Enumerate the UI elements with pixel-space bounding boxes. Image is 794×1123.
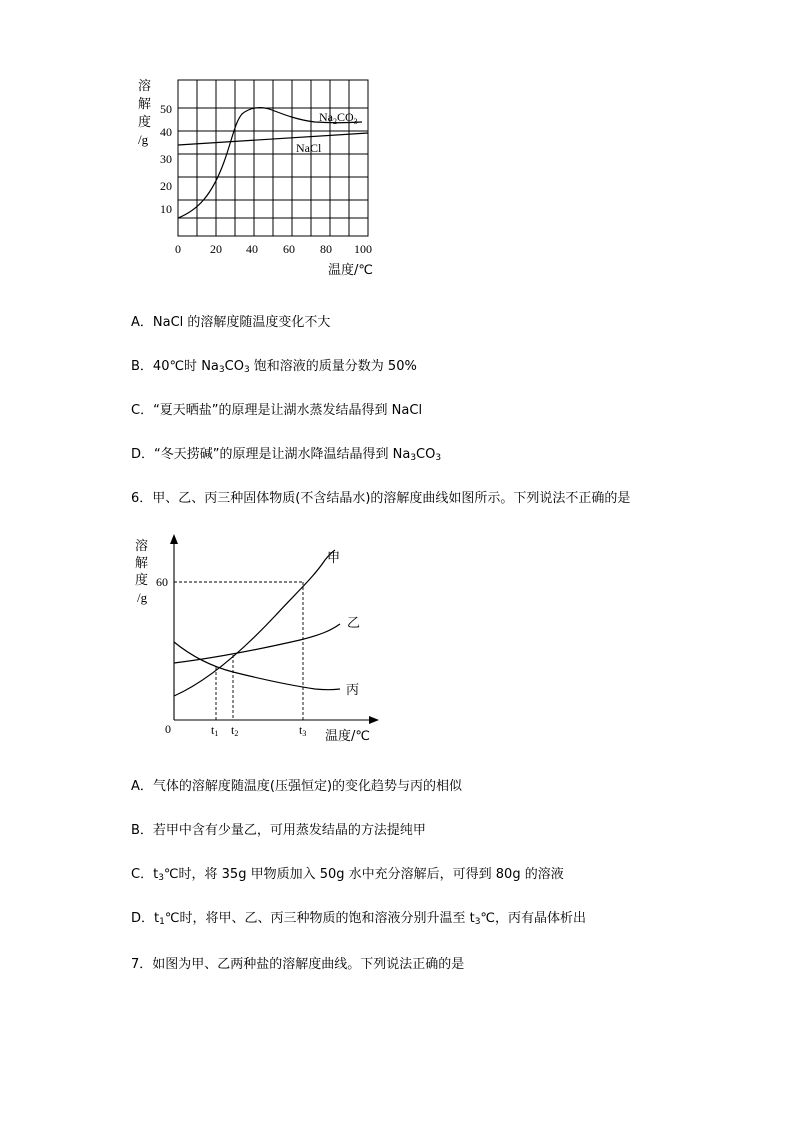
q5-option-c: C．“夏天晒盐”的原理是让湖水蒸发结晶得到 NaCl — [131, 403, 423, 418]
chart2-xtick-t3: t3 — [299, 723, 307, 738]
solubility-chart-jia-yi-bing — [125, 530, 385, 745]
q5-option-b: B．40℃时 $Na_3CO_3$ 饱和溶液的质量分数为 50% — [131, 359, 417, 375]
chart2-ylabel-3: 度 — [135, 573, 149, 588]
chart1-ylabel-3: 度 — [138, 115, 152, 130]
chart2-xlabel: 温度/℃ — [325, 729, 370, 744]
chart2-ylabel-2: 解 — [135, 556, 149, 571]
x-axis-arrow — [369, 716, 379, 724]
q6-option-d: D．$t_1℃$时，将甲、乙、丙三种物质的饱和溶液分别升温至 $t_3℃$，丙有晶体析出 — [131, 911, 587, 927]
chart1-xlabel: 温度/℃ — [328, 263, 373, 278]
q6-option-a: A．气体的溶解度随温度(压强恒定)的变化趋势与丙的相似 — [131, 779, 463, 794]
chart2-origin: 0 — [165, 722, 171, 736]
label-na2co3: $Na_2CO_3$ — [319, 110, 358, 126]
chart1-ylabel-2: 解 — [138, 97, 152, 112]
curve-jia — [174, 550, 335, 696]
y-axis-arrow — [170, 534, 178, 544]
chart1-ylabel-4: /g — [138, 132, 149, 147]
chart1-ylabel-1: 溶 — [138, 79, 152, 94]
label-yi: 乙 — [347, 616, 361, 631]
chart1-xtick-40: 40 — [246, 242, 258, 256]
curve-yi — [174, 624, 340, 663]
chart2-axes — [174, 538, 375, 720]
chart1-xtick-60: 60 — [283, 242, 295, 256]
chart1-ytick-10: 10 — [160, 202, 172, 216]
chart1-xtick-100: 100 — [354, 242, 372, 256]
chart1-grid — [178, 80, 368, 236]
q6-option-c: C．$t_3℃$时，将 35g 甲物质加入 50g 水中充分溶解后，可得到 80g 的溶液 — [131, 867, 564, 883]
label-nacl: NaCl — [296, 141, 322, 155]
q6-stem: 6．甲、乙、丙三种固体物质(不含结晶水)的溶解度曲线如图所示。下列说法不正确的是 — [131, 491, 631, 506]
q5-option-d: D．“冬天捞碱”的原理是让湖水降温结晶得到 $Na_3CO_3$ — [131, 447, 442, 463]
chart1-xtick-0: 0 — [175, 242, 181, 256]
chart1-xtick-20: 20 — [210, 242, 222, 256]
q7-stem: 7．如图为甲、乙两种盐的溶解度曲线。下列说法正确的是 — [131, 957, 465, 972]
chart2-ytick-60: 60 — [156, 575, 168, 589]
q5-option-a: A．NaCl 的溶解度随温度变化不大 — [131, 315, 331, 330]
chart2-xtick-t1: t1 — [211, 723, 219, 738]
chart1-ytick-40: 40 — [160, 125, 172, 139]
chart1-ytick-50: 50 — [160, 102, 172, 116]
chart2-guides — [174, 582, 303, 720]
chart2-ylabel-4: /g — [137, 590, 148, 605]
label-jia: 甲 — [327, 551, 341, 566]
chart2-ylabel-1: 溶 — [135, 539, 149, 554]
chart1-ytick-20: 20 — [160, 179, 172, 193]
q6-option-b: B．若甲中含有少量乙，可用蒸发结晶的方法提纯甲 — [131, 823, 426, 838]
chart1-xtick-80: 80 — [320, 242, 332, 256]
solubility-chart-na2co3-nacl — [120, 70, 400, 285]
label-bing: 丙 — [346, 683, 360, 698]
chart1-ytick-30: 30 — [160, 152, 172, 166]
chart2-xtick-t2: t2 — [231, 723, 239, 738]
